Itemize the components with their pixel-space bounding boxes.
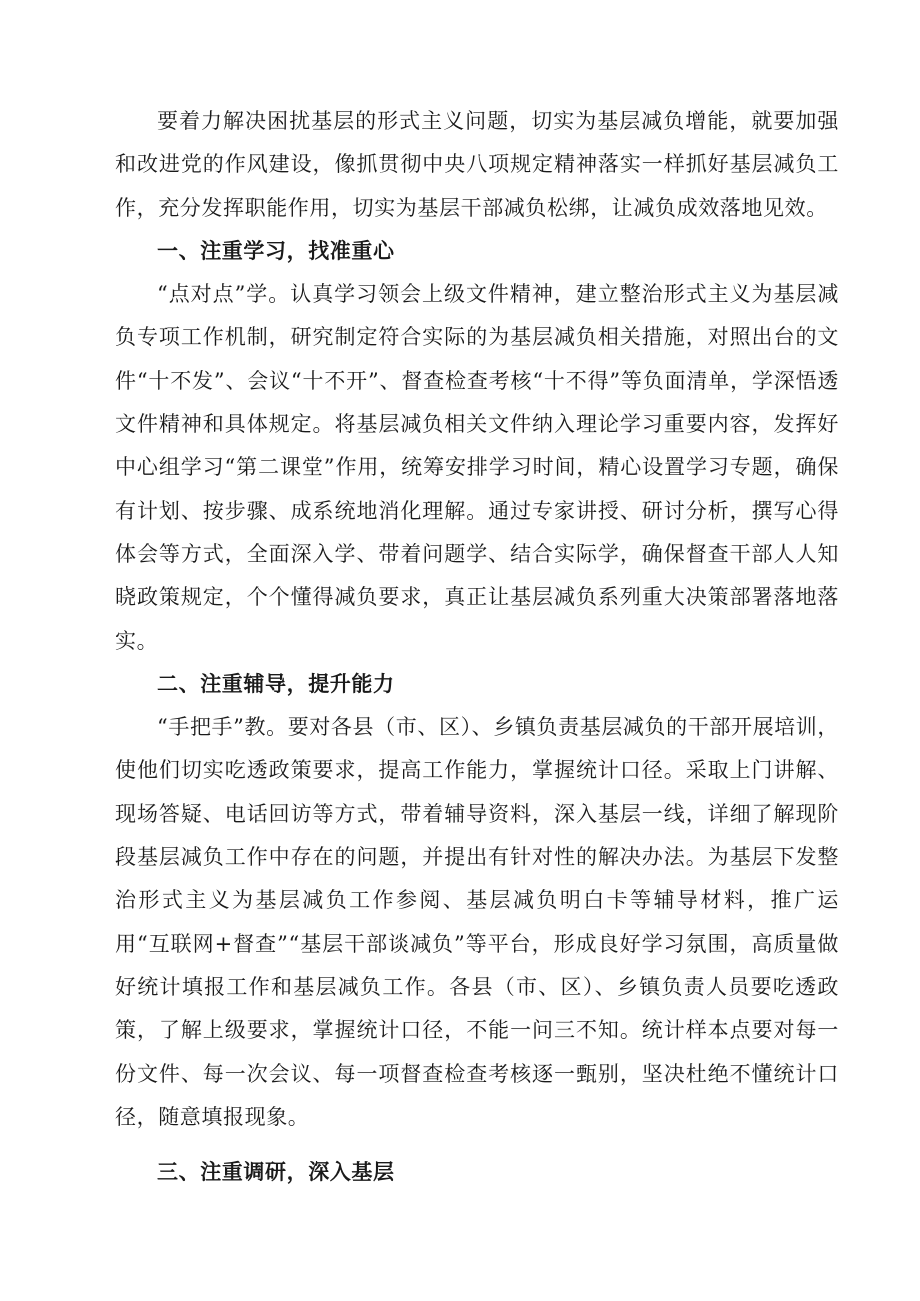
section-2-heading: 二、注重辅导，提升能力 <box>157 671 395 696</box>
section-1-heading: 一、注重学习，找准重心 <box>157 238 395 263</box>
intro-paragraph: 要着力解决困扰基层的形式主义问题，切实为基层减负增能，就要加强和改进党的作风建设，像抓贯彻中央八项规定精神落实一样抓好基层减负工作，充分发挥职能作用，切实为基层干部减负松绑，让减负成效落地见效。 <box>115 109 839 220</box>
section-2-paragraph: “手把手”教。要对各县（市、区）、乡镇负责基层减负的干部开展培训，使他们切实吃透政策要求，提高工作能力，掌握统计口径。采取上门讲解、现场答疑、电话回访等方式，带着辅导资料，深入基层一线，详细了解现阶段基层减负工作中存在的问题，并提出有针对性的解决办法。为基层下发整治形式主义为基层减负工作参阅、基层减负明白卡等辅导材料，推广运用“互联网+督查”“基层干部谈减负”等平台，形成良好学习氛围，高质量做好统计填报工作和基层减负工作。各县（市、区）、乡镇负责人员要吃透政策，了解上级要求，掌握统计口径，不能一问三不知。统计样本点要对每一份文件、每一次会议、每一项督查检查考核逐一甄别，坚决杜绝不懂统计口径，随意填报现象。 <box>115 715 839 1129</box>
section-1-paragraph: “点对点”学。认真学习领会上级文件精神，建立整治形式主义为基层减负专项工作机制，研究制定符合实际的为基层减负相关措施，对照出台的文件“十不发”、会议“十不开”、督查检查考核“十不得”等负面清单，学深悟透文件精神和具体规定。将基层减负相关文件纳入理论学习重要内容，发挥好中心组学习“第二课堂”作用，统筹安排学习时间，精心设置学习专题，确保有计划、按步骤、成系统地消化理解。通过专家讲授、研讨分析，撰写心得体会等方式，全面深入学、带着问题学、结合实际学，确保督查干部人人知晓政策规定，个个懂得减负要求，真正让基层减负系列重大决策部署落地落实。 <box>115 282 839 653</box>
section-spacer <box>115 1139 839 1151</box>
section-3-heading: 三、注重调研，深入基层 <box>157 1160 395 1185</box>
document-page <box>115 100 839 1194</box>
